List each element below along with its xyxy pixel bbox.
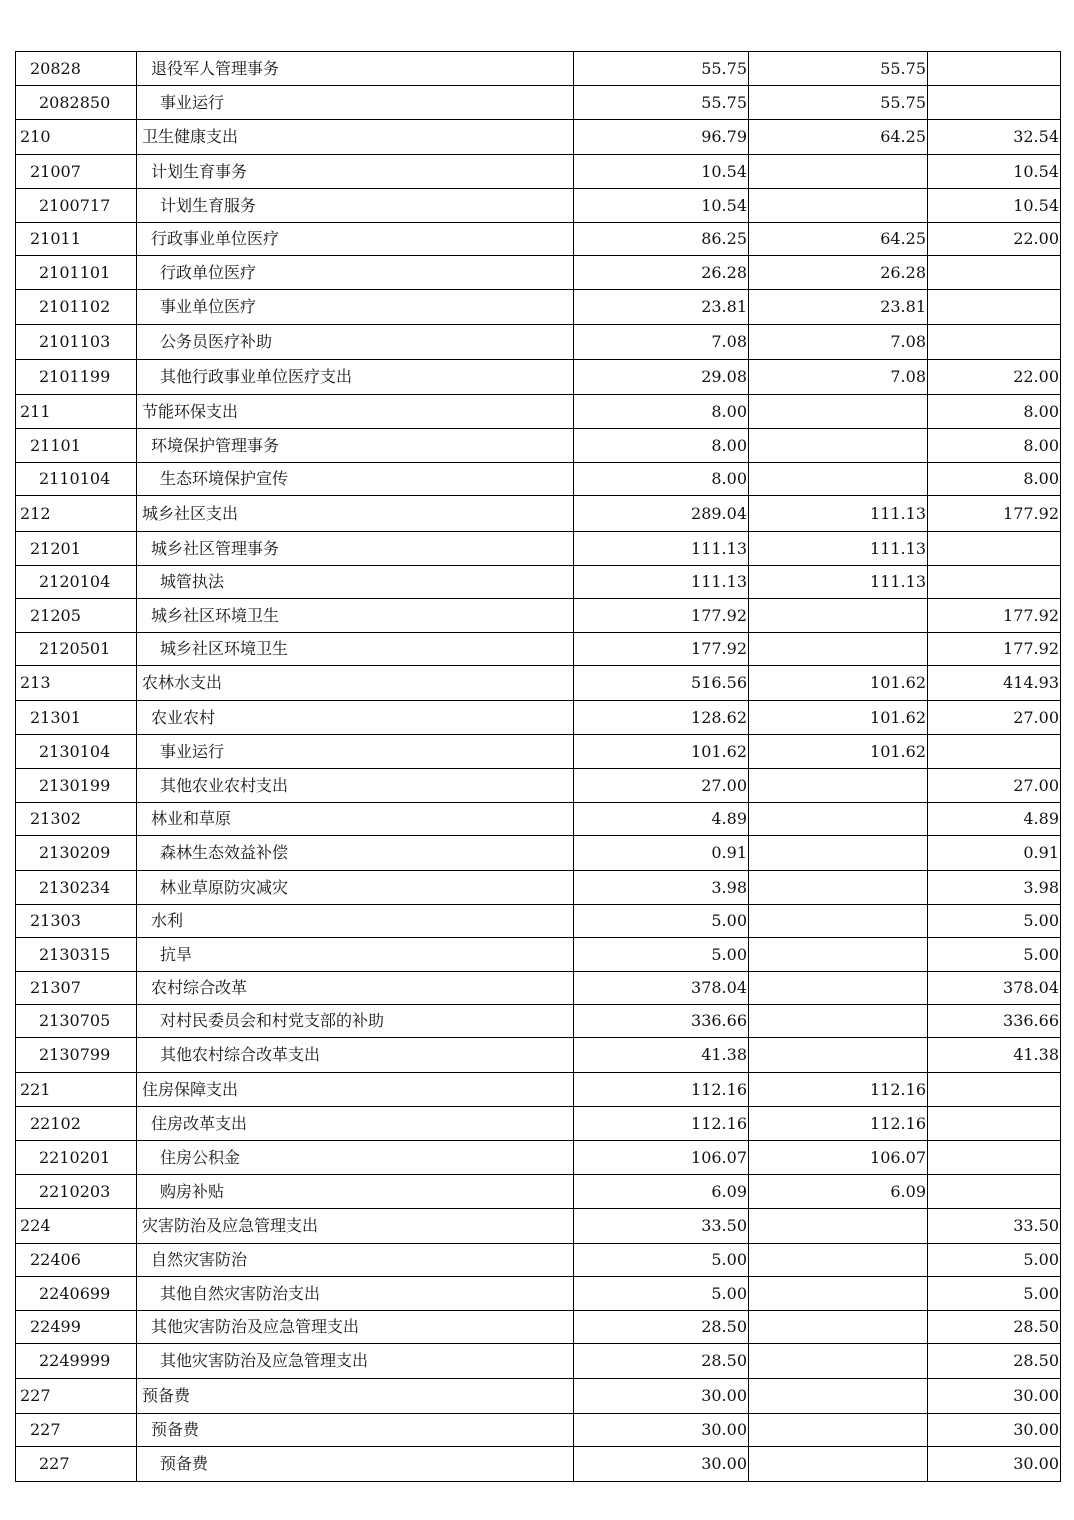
basic-expenditure-cell: 101.62	[749, 701, 928, 735]
project-expenditure-cell	[928, 52, 1061, 86]
basic-expenditure-cell	[749, 1005, 928, 1038]
total-amount-cell: 112.16	[574, 1107, 749, 1141]
table-row	[16, 290, 1061, 325]
basic-expenditure-cell: 111.13	[749, 496, 928, 532]
subject-code-cell: 21011	[16, 223, 137, 256]
subject-name-cell: 生态环境保护宣传	[137, 463, 574, 496]
subject-code-cell: 21201	[16, 532, 137, 566]
basic-expenditure-cell: 23.81	[749, 290, 928, 325]
table-row	[16, 1379, 1061, 1414]
basic-expenditure-cell	[749, 1447, 928, 1482]
subject-code-cell: 2130199	[16, 769, 137, 803]
basic-expenditure-cell	[749, 633, 928, 666]
subject-name-cell: 水利	[137, 905, 574, 938]
subject-name-cell: 自然灾害防治	[137, 1244, 574, 1277]
total-amount-cell: 10.54	[574, 189, 749, 223]
total-amount-cell: 5.00	[574, 905, 749, 938]
project-expenditure-cell: 3.98	[928, 871, 1061, 905]
subject-code-cell: 2130104	[16, 735, 137, 769]
subject-code-cell: 21101	[16, 429, 137, 463]
table-row	[16, 599, 1061, 633]
basic-expenditure-cell	[749, 905, 928, 938]
subject-code-cell: 2101101	[16, 256, 137, 290]
project-expenditure-cell	[928, 1107, 1061, 1141]
subject-code-cell: 2130209	[16, 836, 137, 871]
subject-code-cell: 22406	[16, 1244, 137, 1277]
table-row	[16, 905, 1061, 938]
basic-expenditure-cell: 106.07	[749, 1141, 928, 1175]
table-row	[16, 701, 1061, 735]
basic-expenditure-cell	[749, 836, 928, 871]
subject-code-cell: 2130315	[16, 938, 137, 972]
project-expenditure-cell: 4.89	[928, 803, 1061, 836]
subject-name-cell: 农村综合改革	[137, 972, 574, 1005]
table-row	[16, 1209, 1061, 1244]
subject-name-cell: 其他农村综合改革支出	[137, 1038, 574, 1073]
project-expenditure-cell: 10.54	[928, 155, 1061, 189]
basic-expenditure-cell	[749, 463, 928, 496]
subject-name-cell: 公务员医疗补助	[137, 325, 574, 360]
subject-name-cell: 对村民委员会和村党支部的补助	[137, 1005, 574, 1038]
basic-expenditure-cell	[749, 1038, 928, 1073]
total-amount-cell: 177.92	[574, 633, 749, 666]
basic-expenditure-cell: 55.75	[749, 86, 928, 120]
table-row	[16, 496, 1061, 532]
total-amount-cell: 55.75	[574, 52, 749, 86]
table-row	[16, 1344, 1061, 1379]
total-amount-cell: 8.00	[574, 429, 749, 463]
subject-name-cell: 预备费	[137, 1447, 574, 1482]
project-expenditure-cell: 8.00	[928, 429, 1061, 463]
basic-expenditure-cell	[749, 155, 928, 189]
total-amount-cell: 5.00	[574, 1277, 749, 1311]
project-expenditure-cell	[928, 1175, 1061, 1209]
basic-expenditure-cell: 101.62	[749, 666, 928, 701]
subject-name-cell: 其他行政事业单位医疗支出	[137, 360, 574, 395]
subject-code-cell: 212	[16, 496, 137, 532]
subject-name-cell: 事业单位医疗	[137, 290, 574, 325]
subject-name-cell: 城乡社区管理事务	[137, 532, 574, 566]
project-expenditure-cell: 0.91	[928, 836, 1061, 871]
table-row	[16, 1244, 1061, 1277]
subject-name-cell: 计划生育服务	[137, 189, 574, 223]
subject-code-cell: 2249999	[16, 1344, 137, 1379]
project-expenditure-cell	[928, 735, 1061, 769]
subject-name-cell: 行政事业单位医疗	[137, 223, 574, 256]
subject-code-cell: 20828	[16, 52, 137, 86]
basic-expenditure-cell: 101.62	[749, 735, 928, 769]
project-expenditure-cell	[928, 1141, 1061, 1175]
total-amount-cell: 30.00	[574, 1379, 749, 1414]
subject-code-cell: 2101102	[16, 290, 137, 325]
subject-name-cell: 城乡社区支出	[137, 496, 574, 532]
table-row	[16, 532, 1061, 566]
basic-expenditure-cell: 64.25	[749, 223, 928, 256]
basic-expenditure-cell	[749, 972, 928, 1005]
project-expenditure-cell: 30.00	[928, 1379, 1061, 1414]
subject-name-cell: 预备费	[137, 1414, 574, 1447]
subject-name-cell: 抗旱	[137, 938, 574, 972]
subject-name-cell: 退役军人管理事务	[137, 52, 574, 86]
subject-name-cell: 林业草原防灾减灾	[137, 871, 574, 905]
total-amount-cell: 7.08	[574, 325, 749, 360]
table-row	[16, 1005, 1061, 1038]
total-amount-cell: 10.54	[574, 155, 749, 189]
table-row	[16, 86, 1061, 120]
total-amount-cell: 28.50	[574, 1344, 749, 1379]
table-row	[16, 325, 1061, 360]
project-expenditure-cell: 10.54	[928, 189, 1061, 223]
total-amount-cell: 177.92	[574, 599, 749, 633]
basic-expenditure-cell: 26.28	[749, 256, 928, 290]
subject-code-cell: 2120501	[16, 633, 137, 666]
total-amount-cell: 26.28	[574, 256, 749, 290]
project-expenditure-cell	[928, 86, 1061, 120]
subject-code-cell: 2210201	[16, 1141, 137, 1175]
subject-name-cell: 农林水支出	[137, 666, 574, 701]
subject-name-cell: 节能环保支出	[137, 395, 574, 429]
subject-name-cell: 林业和草原	[137, 803, 574, 836]
table-row	[16, 1038, 1061, 1073]
subject-code-cell: 221	[16, 1073, 137, 1107]
basic-expenditure-cell: 64.25	[749, 120, 928, 155]
table-row	[16, 1311, 1061, 1344]
subject-code-cell: 227	[16, 1379, 137, 1414]
subject-code-cell: 21307	[16, 972, 137, 1005]
subject-name-cell: 其他农业农村支出	[137, 769, 574, 803]
total-amount-cell: 112.16	[574, 1073, 749, 1107]
total-amount-cell: 96.79	[574, 120, 749, 155]
basic-expenditure-cell: 112.16	[749, 1107, 928, 1141]
subject-code-cell: 2130705	[16, 1005, 137, 1038]
basic-expenditure-cell	[749, 938, 928, 972]
basic-expenditure-cell	[749, 189, 928, 223]
table-row	[16, 1175, 1061, 1209]
table-row	[16, 1073, 1061, 1107]
total-amount-cell: 5.00	[574, 938, 749, 972]
total-amount-cell: 30.00	[574, 1414, 749, 1447]
subject-name-cell: 事业运行	[137, 735, 574, 769]
basic-expenditure-cell	[749, 1344, 928, 1379]
subject-code-cell: 227	[16, 1414, 137, 1447]
total-amount-cell: 8.00	[574, 395, 749, 429]
table-row	[16, 360, 1061, 395]
basic-expenditure-cell: 111.13	[749, 532, 928, 566]
project-expenditure-cell: 5.00	[928, 905, 1061, 938]
table-row	[16, 666, 1061, 701]
project-expenditure-cell: 177.92	[928, 599, 1061, 633]
project-expenditure-cell: 32.54	[928, 120, 1061, 155]
subject-name-cell: 住房公积金	[137, 1141, 574, 1175]
subject-code-cell: 22102	[16, 1107, 137, 1141]
subject-name-cell: 环境保护管理事务	[137, 429, 574, 463]
project-expenditure-cell: 33.50	[928, 1209, 1061, 1244]
table-row	[16, 1107, 1061, 1141]
project-expenditure-cell	[928, 1073, 1061, 1107]
table-row	[16, 803, 1061, 836]
subject-code-cell: 224	[16, 1209, 137, 1244]
table-row	[16, 120, 1061, 155]
project-expenditure-cell: 378.04	[928, 972, 1061, 1005]
subject-name-cell: 其他自然灾害防治支出	[137, 1277, 574, 1311]
subject-code-cell: 2110104	[16, 463, 137, 496]
total-amount-cell: 29.08	[574, 360, 749, 395]
subject-name-cell: 事业运行	[137, 86, 574, 120]
project-expenditure-cell: 8.00	[928, 395, 1061, 429]
subject-code-cell: 2240699	[16, 1277, 137, 1311]
project-expenditure-cell: 30.00	[928, 1414, 1061, 1447]
subject-name-cell: 住房改革支出	[137, 1107, 574, 1141]
project-expenditure-cell	[928, 290, 1061, 325]
budget-table	[15, 51, 1061, 1482]
total-amount-cell: 336.66	[574, 1005, 749, 1038]
subject-name-cell: 住房保障支出	[137, 1073, 574, 1107]
project-expenditure-cell: 414.93	[928, 666, 1061, 701]
project-expenditure-cell: 30.00	[928, 1447, 1061, 1482]
table-row	[16, 189, 1061, 223]
subject-code-cell: 2101103	[16, 325, 137, 360]
project-expenditure-cell	[928, 256, 1061, 290]
table-row	[16, 395, 1061, 429]
table-row	[16, 769, 1061, 803]
project-expenditure-cell: 336.66	[928, 1005, 1061, 1038]
subject-code-cell: 211	[16, 395, 137, 429]
subject-code-cell: 2120104	[16, 566, 137, 599]
subject-code-cell: 2130234	[16, 871, 137, 905]
subject-name-cell: 购房补贴	[137, 1175, 574, 1209]
total-amount-cell: 33.50	[574, 1209, 749, 1244]
subject-code-cell: 21302	[16, 803, 137, 836]
table-row	[16, 1141, 1061, 1175]
basic-expenditure-cell: 7.08	[749, 360, 928, 395]
project-expenditure-cell: 177.92	[928, 633, 1061, 666]
table-row	[16, 871, 1061, 905]
project-expenditure-cell: 27.00	[928, 769, 1061, 803]
subject-code-cell: 2130799	[16, 1038, 137, 1073]
table-row	[16, 256, 1061, 290]
total-amount-cell: 111.13	[574, 566, 749, 599]
total-amount-cell: 41.38	[574, 1038, 749, 1073]
total-amount-cell: 101.62	[574, 735, 749, 769]
subject-code-cell: 2101199	[16, 360, 137, 395]
total-amount-cell: 128.62	[574, 701, 749, 735]
table-row	[16, 1277, 1061, 1311]
subject-name-cell: 城乡社区环境卫生	[137, 633, 574, 666]
basic-expenditure-cell	[749, 1244, 928, 1277]
basic-expenditure-cell	[749, 395, 928, 429]
basic-expenditure-cell	[749, 803, 928, 836]
subject-name-cell: 卫生健康支出	[137, 120, 574, 155]
subject-name-cell: 计划生育事务	[137, 155, 574, 189]
basic-expenditure-cell	[749, 1277, 928, 1311]
table-row	[16, 1447, 1061, 1482]
budget-table-body	[16, 52, 1061, 1482]
subject-code-cell: 22499	[16, 1311, 137, 1344]
table-row	[16, 155, 1061, 189]
basic-expenditure-cell: 112.16	[749, 1073, 928, 1107]
project-expenditure-cell: 41.38	[928, 1038, 1061, 1073]
basic-expenditure-cell	[749, 769, 928, 803]
total-amount-cell: 3.98	[574, 871, 749, 905]
subject-name-cell: 灾害防治及应急管理支出	[137, 1209, 574, 1244]
subject-name-cell: 行政单位医疗	[137, 256, 574, 290]
subject-name-cell: 预备费	[137, 1379, 574, 1414]
subject-code-cell: 21301	[16, 701, 137, 735]
project-expenditure-cell: 22.00	[928, 360, 1061, 395]
project-expenditure-cell: 177.92	[928, 496, 1061, 532]
table-row	[16, 938, 1061, 972]
project-expenditure-cell: 5.00	[928, 1277, 1061, 1311]
subject-name-cell: 城管执法	[137, 566, 574, 599]
total-amount-cell: 23.81	[574, 290, 749, 325]
table-row	[16, 566, 1061, 599]
subject-code-cell: 21007	[16, 155, 137, 189]
basic-expenditure-cell	[749, 1311, 928, 1344]
table-row	[16, 463, 1061, 496]
project-expenditure-cell: 28.50	[928, 1311, 1061, 1344]
basic-expenditure-cell	[749, 599, 928, 633]
total-amount-cell: 27.00	[574, 769, 749, 803]
subject-code-cell: 2100717	[16, 189, 137, 223]
basic-expenditure-cell	[749, 871, 928, 905]
total-amount-cell: 106.07	[574, 1141, 749, 1175]
total-amount-cell: 86.25	[574, 223, 749, 256]
basic-expenditure-cell	[749, 429, 928, 463]
total-amount-cell: 8.00	[574, 463, 749, 496]
total-amount-cell: 4.89	[574, 803, 749, 836]
table-row	[16, 223, 1061, 256]
basic-expenditure-cell: 7.08	[749, 325, 928, 360]
subject-code-cell: 227	[16, 1447, 137, 1482]
table-row	[16, 52, 1061, 86]
subject-code-cell: 2082850	[16, 86, 137, 120]
total-amount-cell: 5.00	[574, 1244, 749, 1277]
total-amount-cell: 30.00	[574, 1447, 749, 1482]
table-row	[16, 429, 1061, 463]
subject-name-cell: 其他灾害防治及应急管理支出	[137, 1344, 574, 1379]
total-amount-cell: 516.56	[574, 666, 749, 701]
basic-expenditure-cell	[749, 1414, 928, 1447]
basic-expenditure-cell	[749, 1379, 928, 1414]
subject-name-cell: 城乡社区环境卫生	[137, 599, 574, 633]
total-amount-cell: 28.50	[574, 1311, 749, 1344]
project-expenditure-cell: 28.50	[928, 1344, 1061, 1379]
subject-name-cell: 森林生态效益补偿	[137, 836, 574, 871]
project-expenditure-cell	[928, 566, 1061, 599]
project-expenditure-cell: 5.00	[928, 938, 1061, 972]
basic-expenditure-cell	[749, 1209, 928, 1244]
project-expenditure-cell	[928, 325, 1061, 360]
project-expenditure-cell: 27.00	[928, 701, 1061, 735]
total-amount-cell: 6.09	[574, 1175, 749, 1209]
project-expenditure-cell	[928, 532, 1061, 566]
table-row	[16, 735, 1061, 769]
subject-code-cell: 210	[16, 120, 137, 155]
total-amount-cell: 0.91	[574, 836, 749, 871]
basic-expenditure-cell: 111.13	[749, 566, 928, 599]
project-expenditure-cell: 22.00	[928, 223, 1061, 256]
subject-name-cell: 其他灾害防治及应急管理支出	[137, 1311, 574, 1344]
total-amount-cell: 378.04	[574, 972, 749, 1005]
basic-expenditure-cell: 6.09	[749, 1175, 928, 1209]
project-expenditure-cell: 5.00	[928, 1244, 1061, 1277]
total-amount-cell: 289.04	[574, 496, 749, 532]
subject-code-cell: 213	[16, 666, 137, 701]
subject-code-cell: 21303	[16, 905, 137, 938]
table-row	[16, 836, 1061, 871]
subject-code-cell: 21205	[16, 599, 137, 633]
basic-expenditure-cell: 55.75	[749, 52, 928, 86]
subject-code-cell: 2210203	[16, 1175, 137, 1209]
table-row	[16, 633, 1061, 666]
project-expenditure-cell: 8.00	[928, 463, 1061, 496]
subject-name-cell: 农业农村	[137, 701, 574, 735]
total-amount-cell: 111.13	[574, 532, 749, 566]
table-row	[16, 972, 1061, 1005]
table-row	[16, 1414, 1061, 1447]
total-amount-cell: 55.75	[574, 86, 749, 120]
